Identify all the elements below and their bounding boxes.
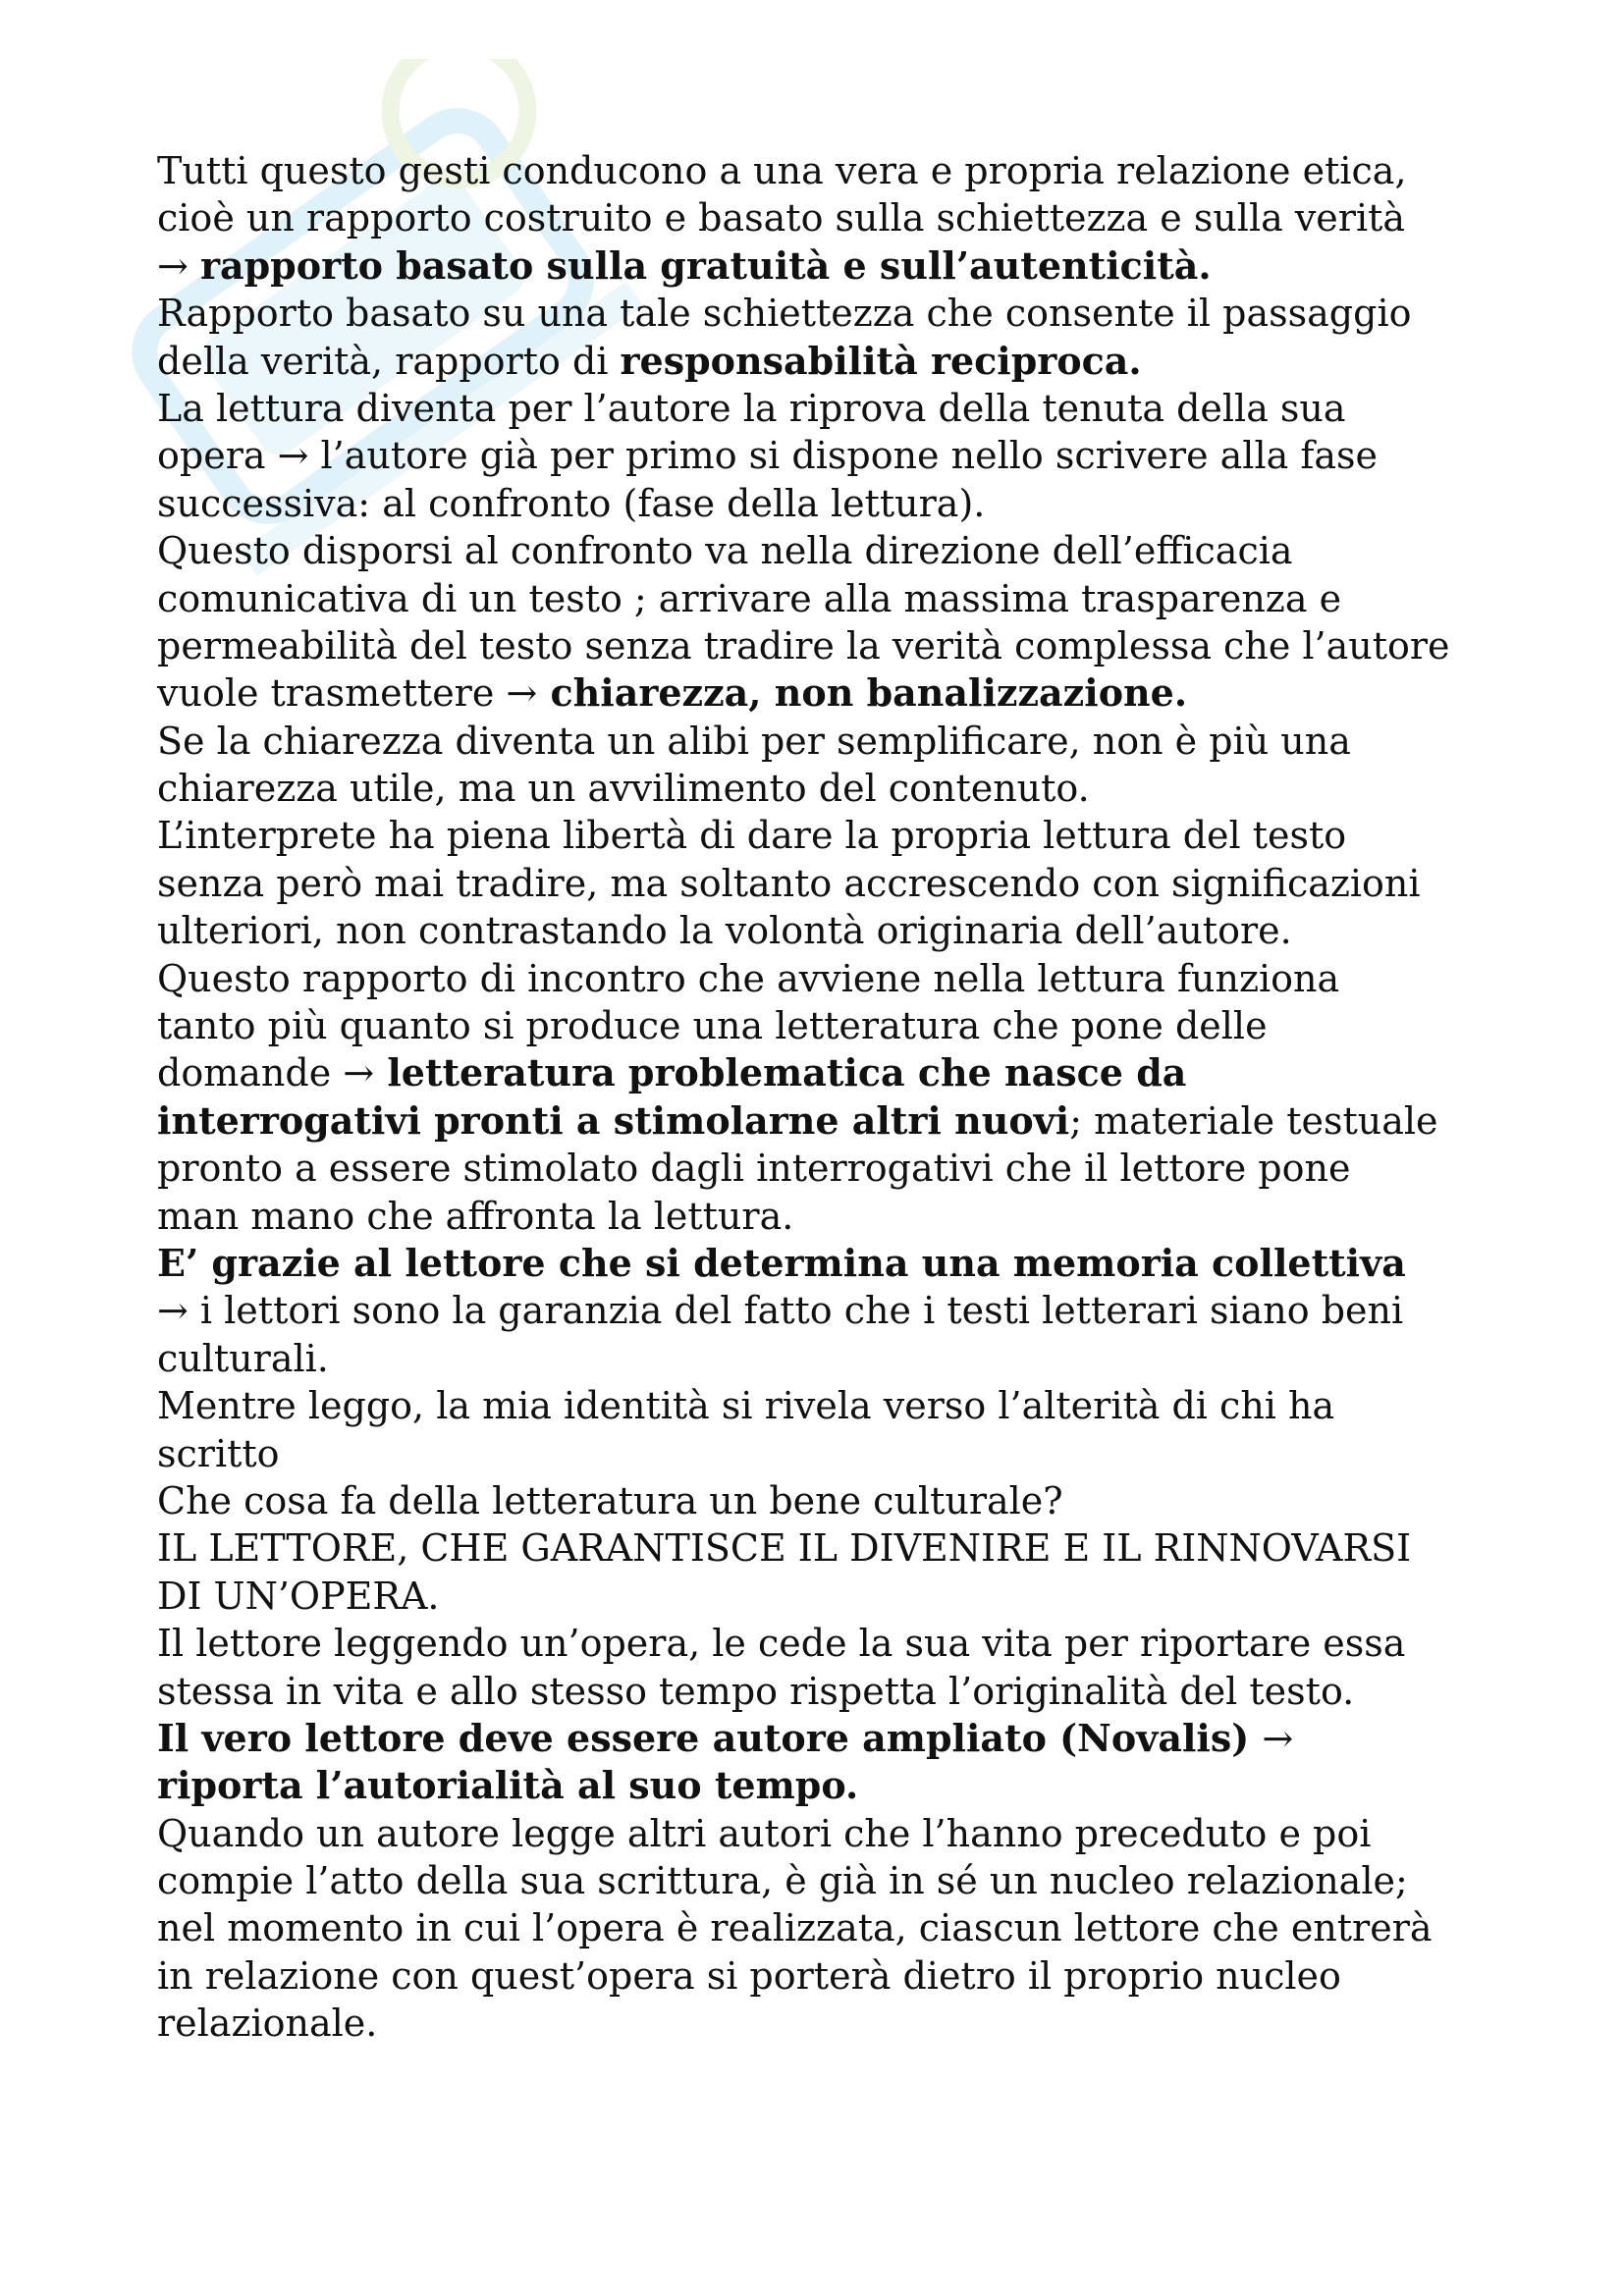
text-run: tanto più quanto si produce una letteratura che pone delle xyxy=(157,1004,1268,1048)
text-line xyxy=(157,432,1492,479)
text-line xyxy=(157,147,1492,194)
text-run: ; materiale testuale xyxy=(1069,1098,1438,1143)
text-run: Tutti questo gesti conducono a una vera e propria relazione etica, xyxy=(157,149,1407,192)
text-run: ulteriori, non contrastando la volontà originaria dell’autore. xyxy=(157,909,1292,953)
text-run: relazionale. xyxy=(157,2002,378,2046)
text-line xyxy=(157,1335,1492,1382)
arrow-icon: → xyxy=(1262,1716,1294,1760)
text-line xyxy=(157,1524,1492,1572)
text-run: Quando un autore legge altri autori che l’hanno preceduto e poi xyxy=(157,1811,1372,1855)
arrow-icon: → xyxy=(277,434,309,478)
text-run: compie l’atto della sua scrittura, è già in sé un nucleo relazionale; xyxy=(157,1859,1408,1903)
text-run: pronto a essere stimolato dagli interrogativi che il lettore pone xyxy=(157,1147,1351,1191)
text-line xyxy=(157,765,1492,812)
text-line xyxy=(157,955,1492,1002)
text-line xyxy=(157,1668,1492,1715)
text-run: opera xyxy=(157,434,278,478)
text-run: successiva: al confronto (fase della lettura). xyxy=(157,481,986,525)
bold-text-run: responsabilità reciproca. xyxy=(620,338,1142,383)
text-line xyxy=(157,1573,1492,1620)
text-line xyxy=(157,1097,1492,1145)
text-run: in relazione con quest’opera si porterà dietro il proprio nucleo xyxy=(157,1953,1341,1998)
text-run: Il lettore leggendo un’opera, le cede la sua vita per riportare essa xyxy=(157,1622,1406,1666)
text-line xyxy=(157,1762,1492,1809)
text-run: Rapporto basato su una tale schiettezza che consente il passaggio xyxy=(157,292,1412,336)
text-line xyxy=(157,2000,1492,2047)
text-run: scritto xyxy=(157,1431,280,1475)
text-run: vuole trasmettere xyxy=(157,671,507,716)
arrow-icon: → xyxy=(343,1051,375,1095)
bold-text-run: Il vero lettore deve essere autore ampliato (Novalis) xyxy=(157,1715,1263,1760)
text-run: l’autore già per primo si dispone nello scrivere alla fase xyxy=(308,434,1379,478)
arrow-icon: → xyxy=(157,1289,189,1333)
text-line xyxy=(157,669,1492,717)
text-line xyxy=(157,290,1492,337)
text-line xyxy=(157,1240,1492,1287)
bold-text-run: riporta l’autorialità al suo tempo. xyxy=(157,1763,859,1808)
text-run: Mentre leggo, la mia identità si rivela verso l’alterità di chi ha xyxy=(157,1384,1335,1428)
text-run: permeabilità del testo senza tradire la verità complessa che l’autore xyxy=(157,623,1450,667)
text-line xyxy=(157,1810,1492,1857)
text-line xyxy=(157,1002,1492,1049)
bold-text-run: letteratura problematica che nasce da xyxy=(374,1050,1187,1095)
text-line xyxy=(157,622,1492,669)
text-run: IL LETTORE, CHE GARANTISCE IL DIVENIRE E IL RINNOVARSI xyxy=(157,1526,1412,1571)
text-line xyxy=(157,1952,1492,2000)
bold-text-run: E’ grazie al lettore che si determina una memoria collettiva xyxy=(157,1240,1406,1285)
text-line xyxy=(157,575,1492,622)
text-line xyxy=(157,1382,1492,1429)
text-run: Questo disporsi al confronto va nella direzione dell’efficacia xyxy=(157,529,1293,573)
text-run: L’interprete ha piena libertà di dare la propria lettura del testo xyxy=(157,814,1347,858)
text-line xyxy=(157,1857,1492,1904)
bold-text-run: interrogativi pronti a stimolarne altri nuovi xyxy=(157,1097,1070,1143)
text-run: Se la chiarezza diventa un alibi per semplificare, non è più una xyxy=(157,719,1351,763)
text-run: della verità, rapporto di xyxy=(157,339,621,383)
text-line xyxy=(157,1287,1492,1334)
text-line xyxy=(157,527,1492,574)
text-run: Questo rapporto di incontro che avviene nella lettura funziona xyxy=(157,956,1340,1000)
text-run: cioè un rapporto costruito e basato sulla schiettezza e sulla verità xyxy=(157,196,1406,240)
text-line xyxy=(157,242,1492,290)
text-line xyxy=(157,718,1492,765)
text-run: chiarezza utile, ma un avvilimento del contenuto. xyxy=(157,767,1090,811)
text-line xyxy=(157,480,1492,527)
text-run: Che cosa fa della letteratura un bene culturale? xyxy=(157,1478,1063,1522)
text-line xyxy=(157,385,1492,432)
document-body xyxy=(157,147,1492,2048)
text-run: culturali. xyxy=(157,1336,329,1380)
text-line xyxy=(157,1193,1492,1240)
text-run: man mano che affronta la lettura. xyxy=(157,1194,794,1238)
text-run: DI UN’OPERA. xyxy=(157,1574,440,1618)
text-run: nel momento in cui l’opera è realizzata, ciascun lettore che entrerà xyxy=(157,1906,1433,1950)
text-run: senza però mai tradire, ma soltanto accrescendo con significazioni xyxy=(157,861,1421,905)
arrow-icon: → xyxy=(506,671,538,716)
text-line xyxy=(157,1904,1492,1951)
bold-text-run: chiarezza, non banalizzazione. xyxy=(537,670,1188,716)
text-run: comunicativa di un testo ; arrivare alla massima trasparenza e xyxy=(157,576,1342,620)
text-line xyxy=(157,1620,1492,1667)
text-line xyxy=(157,812,1492,859)
text-line xyxy=(157,1477,1492,1524)
text-run: domande xyxy=(157,1051,344,1095)
text-line xyxy=(157,1430,1492,1477)
text-run: stessa in vita e allo stesso tempo rispetta l’originalità del testo. xyxy=(157,1669,1355,1713)
text-line xyxy=(157,860,1492,907)
text-line xyxy=(157,338,1492,385)
text-run: i lettori sono la garanzia del fatto che i testi letterari siano beni xyxy=(188,1289,1404,1333)
bold-text-run: rapporto basato sulla gratuità e sull’autenticità. xyxy=(199,242,1212,288)
text-line xyxy=(157,907,1492,954)
text-line xyxy=(157,1715,1492,1762)
text-line xyxy=(157,1049,1492,1096)
arrow-icon: → xyxy=(157,243,189,288)
text-run: La lettura diventa per l’autore la riprova della tenuta della sua xyxy=(157,386,1346,430)
text-line xyxy=(157,194,1492,241)
text-line xyxy=(157,1145,1492,1192)
